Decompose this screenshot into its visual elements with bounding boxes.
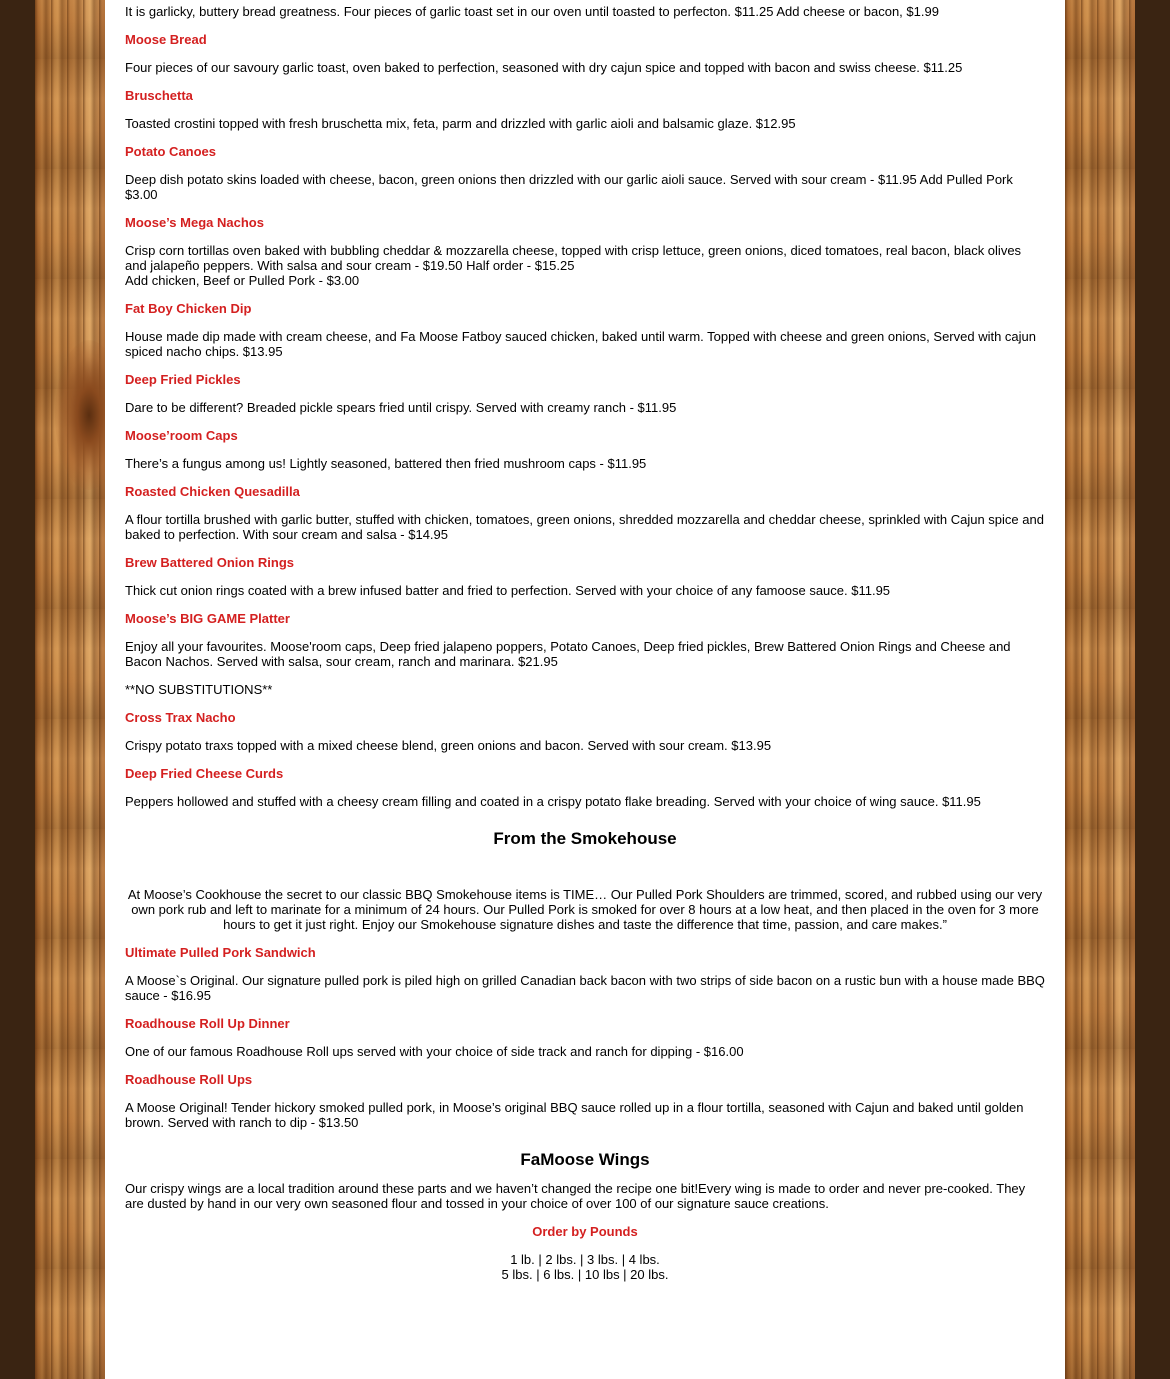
order-by-pounds-title: Order by Pounds — [532, 1224, 638, 1239]
smokehouse-intro: At Moose’s Cookhouse the secret to our classic BBQ Smokehouse items is TIME… Our Pulled Pork Shoulders are trimmed, scored, and rubbed using our very own pork rub and left to marinate for a minimum of 24 hours. Our Pulled Pork is smoked for over 8 hours at a low heat, and then placed in the oven for 3 more hours to get it just right. Enjoy our Smokehouse signature dishes and taste the difference that time, passion, and care makes.” — [127, 887, 1043, 932]
item-title: Roadhouse Roll Up Dinner — [125, 1016, 290, 1031]
item-description: A Moose Original! Tender hickory smoked pulled pork, in Moose’s original BBQ sauce rolled up in a flour tortilla, seasoned with Cajun and baked until golden brown. Served with ranch to dip - $13.50 — [125, 1100, 1024, 1130]
item-title: Moose’s BIG GAME Platter — [125, 611, 290, 626]
garlic-toast-description: It is garlicky, buttery bread greatness. Four pieces of garlic toast set in our oven until toasted to perfecton. $11.25 Add cheese or bacon, $1.99 — [125, 4, 939, 19]
item-note: **NO SUBSTITUTIONS** — [125, 682, 273, 697]
item-description: Thick cut onion rings coated with a brew infused batter and fried to perfection. Served with your choice of any famoose sauce. $11.95 — [125, 583, 891, 598]
item-addon: Add chicken, Beef or Pulled Pork - $3.00 — [125, 273, 360, 288]
item-title: Moose’room Caps — [125, 428, 238, 443]
pounds-options-row-2: 5 lbs. | 6 lbs. | 10 lbs | 20 lbs. — [501, 1267, 669, 1282]
wood-border-left — [35, 0, 105, 1379]
item-description: House made dip made with cream cheese, and Fa Moose Fatboy sauced chicken, baked until warm. Topped with cheese and green onions, Served with cajun spiced nacho chips. $13.95 — [125, 329, 1037, 359]
item-title: Brew Battered Onion Rings — [125, 555, 295, 570]
page-edge-left — [0, 0, 35, 1379]
item-description: A flour tortilla brushed with garlic butter, stuffed with chicken, tomatoes, green onions, shredded mozzarella and cheddar cheese, sprinkled with Cajun spice and baked to perfection. With sour cream and salsa - $14.95 — [125, 512, 1044, 542]
item-title: Moose’s Mega Nachos — [125, 215, 264, 230]
item-description: Enjoy all your favourites. Moose'room caps, Deep fried jalapeno poppers, Potato Canoes, Deep fried pickles, Brew Battered Onion Rings and Cheese and Bacon Nachos. Served with salsa, sour cream, ranch and marinara. $21.95 — [125, 639, 1011, 669]
item-title: Deep Fried Pickles — [125, 372, 241, 387]
pounds-options-row-1: 1 lb. | 2 lbs. | 3 lbs. | 4 lbs. — [510, 1252, 660, 1267]
item-description: Dare to be different? Breaded pickle spears fried until crispy. Served with creamy ranch - $11.95 — [125, 400, 677, 415]
item-title: Roadhouse Roll Ups — [125, 1072, 253, 1087]
item-description: One of our famous Roadhouse Roll ups served with your choice of side track and ranch for dipping - $16.00 — [125, 1044, 744, 1059]
item-description: Deep dish potato skins loaded with cheese, bacon, green onions then drizzled with our garlic aioli sauce. Served with sour cream - $11.95 Add Pulled Pork $3.00 — [125, 172, 1013, 202]
wings-intro: Our crispy wings are a local tradition around these parts and we haven’t changed the recipe one bit!Every wing is made to order and never pre-cooked. They are dusted by hand in our very own seasoned flour and tossed in your choice of over 100 of our signature sauce creations. — [125, 1181, 1026, 1211]
item-title: Potato Canoes — [125, 144, 217, 159]
wood-border-right — [1065, 0, 1135, 1379]
page-edge-right — [1135, 0, 1170, 1379]
item-title: Moose Bread — [125, 32, 207, 47]
item-title: Cross Trax Nacho — [125, 710, 236, 725]
item-title: Fat Boy Chicken Dip — [125, 301, 252, 316]
item-description: Toasted crostini topped with fresh bruschetta mix, feta, parm and drizzled with garlic aioli and balsamic glaze. $12.95 — [125, 116, 796, 131]
item-description: A Moose`s Original. Our signature pulled pork is piled high on grilled Canadian back bacon with two strips of side bacon on a rustic bun with a house made BBQ sauce - $16.95 — [125, 973, 1045, 1003]
item-title: Ultimate Pulled Pork Sandwich — [125, 945, 316, 960]
item-title: Roasted Chicken Quesadilla — [125, 484, 300, 499]
item-description: Crisp corn tortillas oven baked with bubbling cheddar & mozzarella cheese, topped with crisp lettuce, green onions, diced tomatoes, real bacon, black olives and jalapeño peppers. With salsa and sour cream - $19.50 Half order - $15.25 — [125, 243, 1022, 273]
wings-heading: FaMoose Wings — [520, 1150, 650, 1169]
menu-content — [125, 4, 1045, 1295]
smokehouse-heading: From the Smokehouse — [493, 829, 677, 848]
item-description: Peppers hollowed and stuffed with a cheesy cream filling and coated in a crispy potato flake breading. Served with your choice of wing sauce. $11.95 — [125, 794, 981, 809]
item-title: Bruschetta — [125, 88, 193, 103]
item-description: Crispy potato traxs topped with a mixed cheese blend, green onions and bacon. Served with sour cream. $13.95 — [125, 738, 772, 753]
item-description: Four pieces of our savoury garlic toast, oven baked to perfection, seasoned with dry cajun spice and topped with bacon and swiss cheese. $11.25 — [125, 60, 963, 75]
menu-page — [105, 0, 1065, 1379]
item-title: Deep Fried Cheese Curds — [125, 766, 284, 781]
item-description: There’s a fungus among us! Lightly seasoned, battered then fried mushroom caps - $11.95 — [125, 456, 647, 471]
